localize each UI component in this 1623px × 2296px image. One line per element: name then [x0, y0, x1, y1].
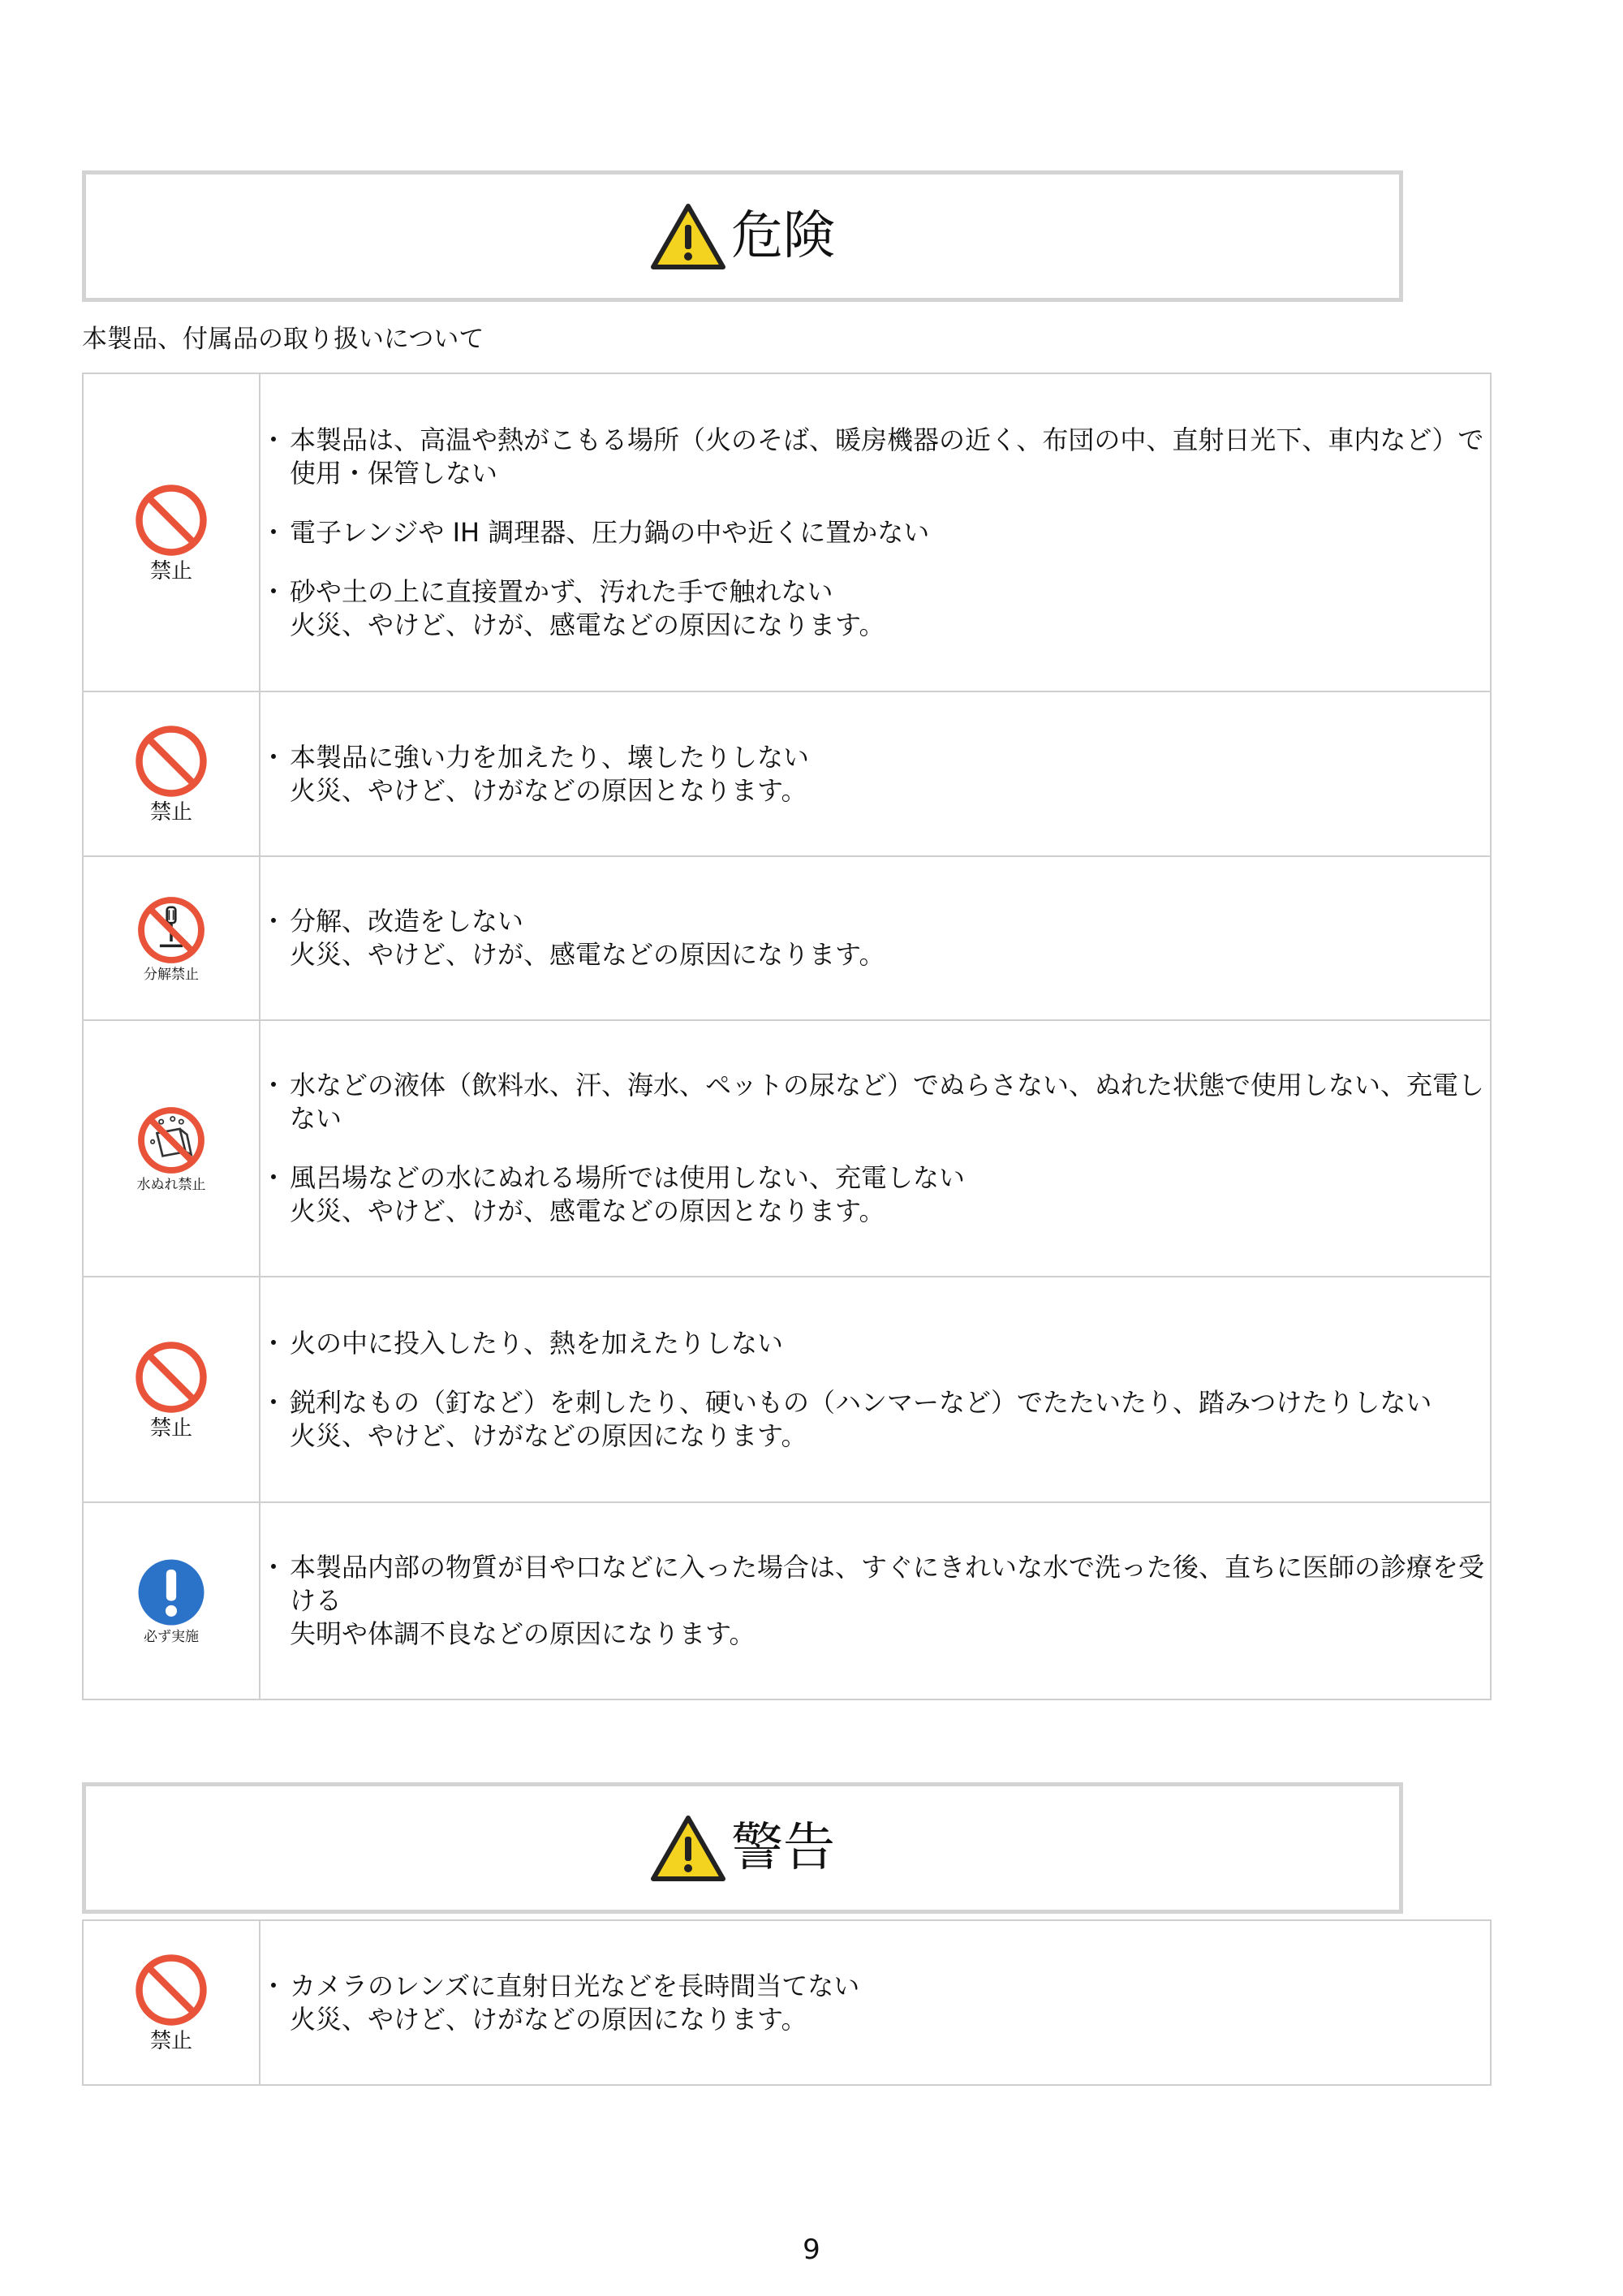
danger-subheading: 本製品、付属品の取り扱いについて — [82, 325, 484, 354]
list-item — [260, 1161, 1490, 1228]
list-item — [260, 516, 1490, 549]
table-row — [83, 1502, 1491, 1699]
content-cell — [260, 856, 1491, 1020]
mandatory-action-icon — [136, 1557, 207, 1628]
symbol-cell — [83, 373, 260, 691]
bullet: ・ — [260, 424, 287, 455]
list-item — [260, 1327, 1490, 1360]
danger-table — [82, 373, 1492, 1700]
item-note: 火災、やけど、けがなどの原因になります。 — [290, 1419, 807, 1451]
bullet: ・ — [260, 575, 287, 607]
content-cell — [260, 1502, 1491, 1699]
bullet: ・ — [260, 516, 287, 548]
warning-triangle-icon — [650, 202, 726, 270]
warning-title: 警告 — [731, 1818, 835, 1878]
prohibition-icon — [133, 1339, 209, 1415]
symbol-cell — [83, 856, 260, 1020]
list-item — [260, 1970, 1490, 2036]
danger-title: 危険 — [731, 206, 835, 266]
content-cell — [260, 1020, 1491, 1277]
item-note: 火災、やけど、けが、感電などの原因になります。 — [290, 609, 885, 640]
symbol-cell — [83, 1020, 260, 1277]
warning-header — [82, 1782, 1403, 1914]
content-cell — [260, 1277, 1491, 1502]
prohibition-icon — [133, 1952, 209, 2028]
symbol-label: 分解禁止 — [144, 966, 199, 983]
content-cell — [260, 1920, 1491, 2085]
item-text: 火の中に投入したり、熱を加えたりしない — [290, 1327, 784, 1359]
item-note: 火災、やけど、けが、感電などの原因となります。 — [290, 1195, 885, 1226]
bullet: ・ — [260, 1162, 287, 1193]
item-text: 電子レンジや IH 調理器、圧力鍋の中や近くに置かない — [290, 516, 930, 548]
item-note: 火災、やけど、けがなどの原因になります。 — [290, 2003, 807, 2035]
item-note: 失明や体調不良などの原因になります。 — [290, 1618, 756, 1649]
bullet: ・ — [260, 741, 287, 773]
no-disassembly-icon — [136, 894, 207, 966]
table-row — [83, 691, 1491, 856]
no-water-icon — [136, 1105, 207, 1176]
bullet: ・ — [260, 1327, 287, 1359]
content-cell — [260, 373, 1491, 691]
symbol-label: 禁止 — [149, 800, 192, 825]
symbol-cell — [83, 1277, 260, 1502]
table-row — [83, 856, 1491, 1020]
item-text: カメラのレンズに直射日光などを長時間当てない — [290, 1970, 860, 2001]
content-cell — [260, 691, 1491, 856]
table-row — [83, 373, 1491, 691]
symbol-label: 水ぬれ禁止 — [136, 1176, 206, 1193]
symbol-cell — [83, 691, 260, 856]
item-text: 風呂場などの水にぬれる場所では使用しない、充電しない — [290, 1162, 966, 1193]
page-number: 9 — [803, 2234, 820, 2266]
bullet: ・ — [260, 1386, 287, 1418]
symbol-cell — [83, 1502, 260, 1699]
table-row — [83, 1920, 1491, 2085]
bullet: ・ — [260, 906, 287, 937]
item-text: 本製品は、高温や熱がこもる場所（火のそば、暖房機器の近く、布団の中、直射日光下、車内など）で使用・保管しない — [290, 424, 1484, 489]
warning-triangle-icon — [650, 1814, 726, 1882]
item-text: 砂や土の上に直接置かず、汚れた手で触れない — [290, 575, 833, 607]
item-text: 本製品内部の物質が目や口などに入った場合は、すぐにきれいな水で洗った後、直ちに医師の診療を受ける — [290, 1552, 1485, 1616]
symbol-label: 禁止 — [149, 2029, 192, 2054]
list-item — [260, 741, 1490, 808]
prohibition-icon — [133, 482, 209, 558]
danger-header — [82, 170, 1403, 302]
list-item — [260, 575, 1490, 642]
symbol-cell — [83, 1920, 260, 2085]
bullet: ・ — [260, 1970, 287, 2001]
table-row — [83, 1277, 1491, 1502]
bullet: ・ — [260, 1552, 287, 1583]
list-item — [260, 1386, 1490, 1453]
item-note: 火災、やけど、けがなどの原因となります。 — [290, 774, 807, 806]
table-row — [83, 1020, 1491, 1277]
list-item — [260, 905, 1490, 971]
item-text: 水などの液体（飲料水、汗、海水、ペットの尿など）でぬらさない、ぬれた状態で使用しない、充電しない — [290, 1070, 1485, 1134]
symbol-label: 禁止 — [149, 1415, 192, 1441]
list-item — [260, 1069, 1490, 1135]
item-text: 本製品に強い力を加えたり、壊したりしない — [290, 741, 810, 773]
item-note: 火災、やけど、けが、感電などの原因になります。 — [290, 939, 885, 970]
bullet: ・ — [260, 1070, 287, 1101]
warning-table — [82, 1919, 1492, 2086]
symbol-label: 禁止 — [149, 558, 192, 584]
item-text: 鋭利なもの（釘など）を刺したり、硬いもの（ハンマーなど）でたたいたり、踏みつけたりしない — [290, 1386, 1432, 1418]
symbol-label: 必ず実施 — [144, 1629, 199, 1646]
item-text: 分解、改造をしない — [290, 906, 524, 937]
list-item — [260, 1551, 1490, 1651]
list-item — [260, 424, 1490, 490]
prohibition-icon — [133, 723, 209, 799]
